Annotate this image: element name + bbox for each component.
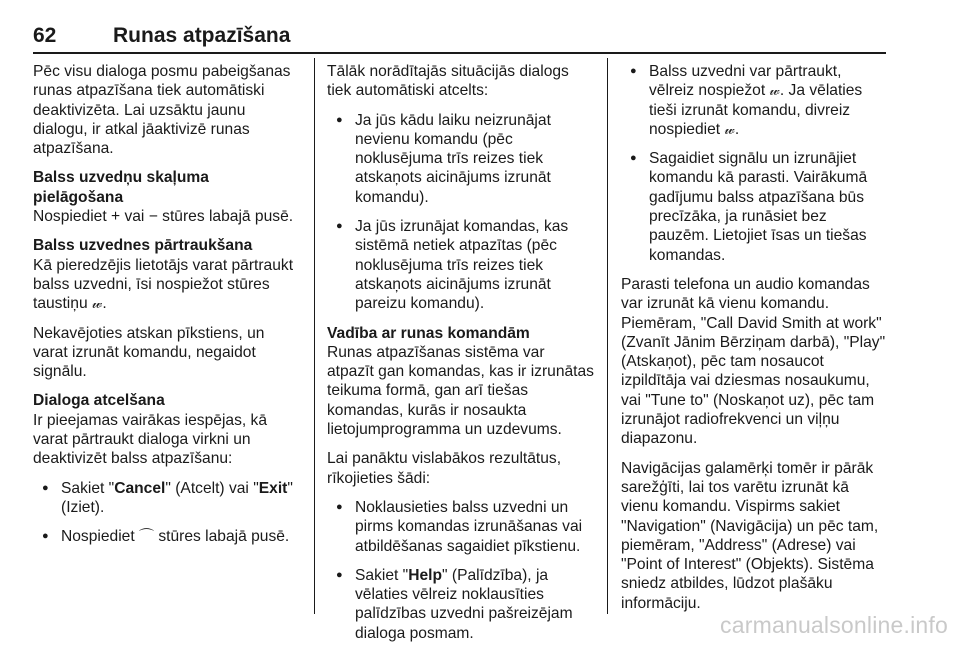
list-item: ● Sagaidiet signālu un izrunājiet komandu kā parasti. Vairākumā gadījumu balss atpazīšana būs precīzāka, ja runāsiet bez pauzēm. Lietojiet īsas un tiešas komandas. bbox=[621, 149, 889, 265]
page-number: 62 bbox=[33, 24, 57, 47]
bullet-list bbox=[621, 62, 889, 265]
paragraph: Kā pieredzējis lietotājs varat pārtraukt balss uzvedni, īsi nospiežot stūres taustiņu 𝓌. bbox=[33, 256, 294, 313]
page-header bbox=[33, 22, 886, 54]
list-item: ● Sakiet "Help" (Palīdzība), ja vēlaties vēlreiz noklausīties palīdzības uzvedni pašreizējam dialoga posmam. bbox=[327, 566, 595, 643]
command-help: Help bbox=[408, 566, 443, 584]
command-exit: Exit bbox=[258, 479, 288, 497]
paragraph: Nospiediet + vai − stūres labajā pusē. bbox=[33, 208, 294, 226]
list-item: ● Balss uzvedni var pārtraukt, vēlreiz nospiežot 𝓌. Ja vēlaties tieši izrunāt komandu, divreiz nospiediet 𝓌. bbox=[621, 62, 889, 139]
command-cancel: Cancel bbox=[114, 479, 166, 497]
bullet-list bbox=[33, 479, 301, 547]
paragraph: Runas atpazīšanas sistēma var atpazīt gan komandas, kas ir izrunātas teikuma formā, gan arī tiešas komandas, kurās ir nosaukta lietojumprogramma un uzdevums. bbox=[327, 343, 594, 439]
voice-control-icon: 𝓌 bbox=[91, 295, 103, 313]
paragraph: Ir pieejamas vairākas iespējas, kā varat pārtraukt dialoga virkni un deaktivizēt balss atpazīšanu: bbox=[33, 411, 268, 468]
plus-icon: + bbox=[111, 208, 121, 226]
paragraph: Nekavējoties atskan pīkstiens, un varat izrunāt komandu, negaidot signālu. bbox=[33, 324, 265, 381]
section-heading: Balss uzvednes pārtraukšana bbox=[33, 237, 253, 255]
list-item: ● Ja jūs izrunājat komandas, kas sistēmā netiek atpazītas (pēc noklusējuma trīs reizes tiek atskaņots aicinājums izrunāt pareizu komandu). bbox=[327, 217, 595, 313]
hang-up-icon: ⌒ bbox=[139, 528, 155, 546]
paragraph: Tālāk norādītajās situācijās dialogs tiek automātiski atcelts: bbox=[327, 63, 569, 100]
bullet-list bbox=[327, 111, 595, 314]
column-middle bbox=[327, 62, 595, 653]
list-item: ● Nospiediet ⌒ stūres labajā pusē. bbox=[33, 527, 301, 546]
section-heading: Balss uzvedņu skaļuma pielāgošana bbox=[33, 169, 209, 206]
paragraph: Navigācijas galamērķi tomēr ir pārāk sarežģīti, lai tos varētu izrunāt kā vienu komandu. Vispirms sakiet "Navigation" (Navigācija) un pēc tam, piemēram, "Address" (Adrese) vai "Point of Interest" (Objekts). Sistēma sniedz atbildes, lūdzot plašāku informāciju. bbox=[621, 459, 879, 612]
paragraph: Lai panāktu vislabākos rezultātus, rīkojieties šādi: bbox=[327, 450, 562, 487]
minus-icon: − bbox=[148, 208, 158, 226]
column-right bbox=[621, 62, 889, 623]
column-left bbox=[33, 62, 301, 557]
column-divider bbox=[607, 58, 608, 614]
voice-control-icon: 𝓌 bbox=[724, 120, 735, 138]
section-heading: Dialoga atcelšana bbox=[33, 392, 165, 410]
section-heading: Vadība ar runas komandām bbox=[327, 324, 530, 342]
bullet-list bbox=[327, 498, 595, 643]
watermark: carmanualsonline.info bbox=[720, 612, 948, 638]
page-title: Runas atpazīšana bbox=[113, 24, 291, 47]
list-item: ● Ja jūs kādu laiku neizrunājat nevienu komandu (pēc noklusējuma trīs reizes tiek atskaņots aicinājums izrunāt komandu). bbox=[327, 111, 595, 207]
list-item: ● Sakiet "Cancel" (Atcelt) vai "Exit" (Iziet). bbox=[33, 479, 301, 518]
paragraph: Parasti telefona un audio komandas var izrunāt kā vienu komandu. Piemēram, "Call David Smith at work" (Zvanīt Jānim Bērziņam darbā), "Play" (Atskaņot), pēc tam nosaucot izpildītāja vai dziesmas nosaukumu, vai "Tune to" (Noskaņot uz), pēc tam izrunājot radiofrekvenci un viļņu diapazonu. bbox=[621, 275, 886, 448]
column-divider bbox=[314, 58, 315, 614]
paragraph: Pēc visu dialoga posmu pabeigšanas runas atpazīšana tiek automātiski deaktivizēta. Lai uzsāktu jaunu dialogu, ir atkal jāaktivizē runas atpazīšana. bbox=[33, 63, 291, 158]
list-item: ● Noklausieties balss uzvedni un pirms komandas izrunāšanas vai atbildēšanas sagaidiet pīkstienu. bbox=[327, 498, 595, 556]
voice-control-icon: 𝓌 bbox=[769, 82, 780, 100]
